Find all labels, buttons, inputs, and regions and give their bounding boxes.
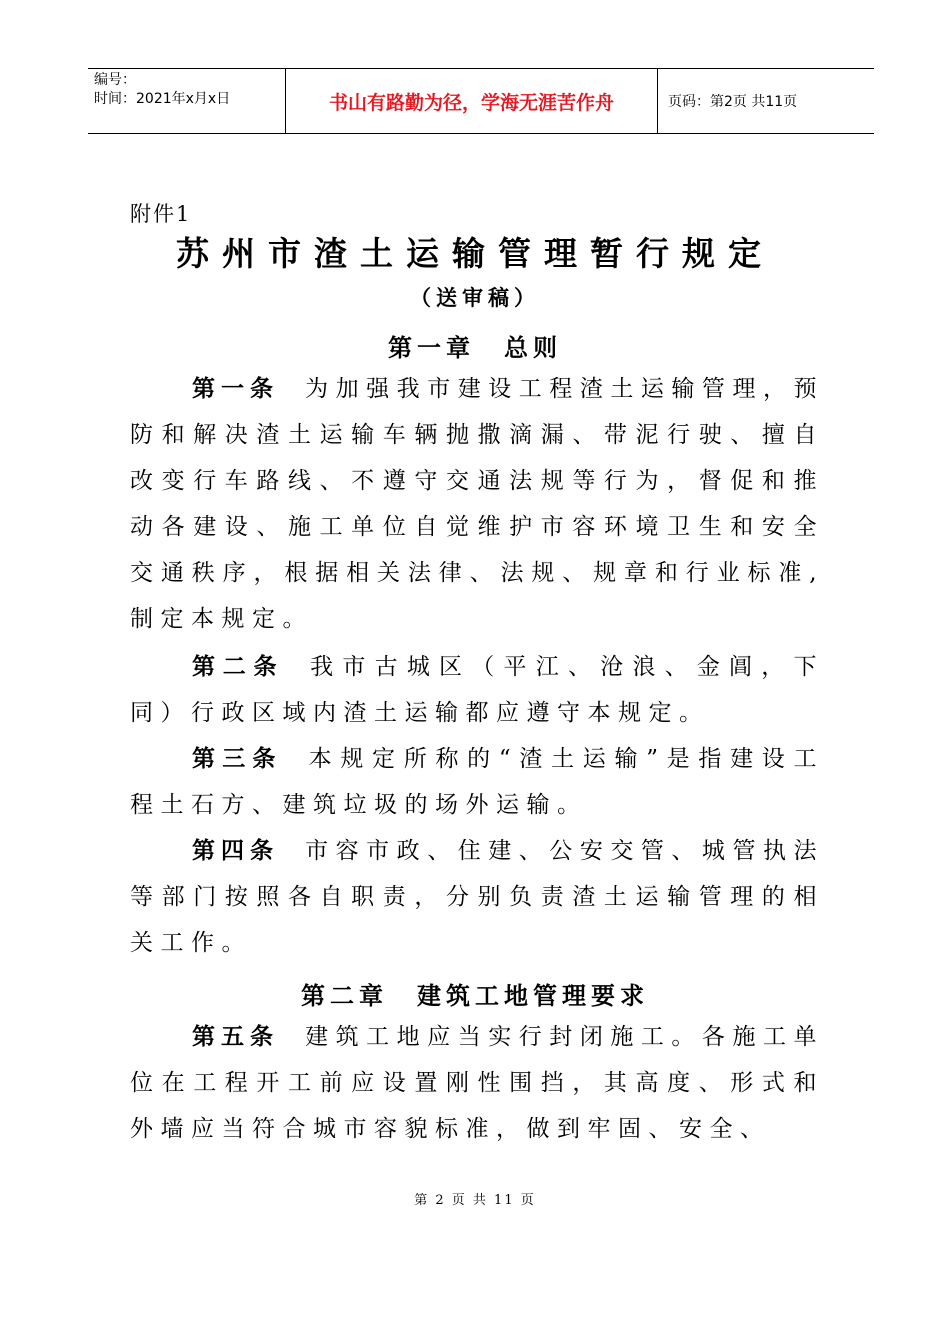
article-5 bbox=[130, 1014, 824, 1152]
chapter-heading-2: 第二章 建筑工地管理要求 bbox=[301, 982, 649, 1010]
article-label: 第一条 bbox=[192, 376, 280, 402]
article-3 bbox=[130, 736, 824, 828]
document-subtitle: （送审稿） bbox=[410, 286, 540, 310]
page-footer: 第 2 页 共 11 页 bbox=[414, 1193, 536, 1208]
chapter-heading-1: 第一章 总则 bbox=[388, 334, 562, 362]
document-title: 苏州市渣土运输管理暂行规定 bbox=[176, 234, 774, 273]
article-text: 市容市政、住建、公安交管、城管执法等部门按照各自职责，分别负责渣土运输管理的相关工作。 bbox=[130, 838, 825, 956]
article-2 bbox=[130, 644, 824, 736]
header-meta bbox=[88, 69, 286, 133]
header-time-label: 时间：2021年x月x日 bbox=[94, 91, 231, 107]
attachment-label: 附件1 bbox=[130, 202, 192, 226]
article-4 bbox=[130, 828, 824, 966]
article-label: 第三条 bbox=[192, 746, 283, 772]
article-1 bbox=[130, 366, 824, 642]
header-number-label: 编号： bbox=[94, 72, 136, 88]
article-label: 第五条 bbox=[192, 1024, 280, 1050]
article-label: 第四条 bbox=[192, 838, 280, 864]
article-text: 本规定所称的“渣土运输”是指建设工程土石方、建筑垃圾的场外运输。 bbox=[130, 746, 824, 818]
header-page-label: 页码：第2页 共11页 bbox=[668, 94, 798, 110]
document-header bbox=[88, 68, 874, 134]
article-text: 建筑工地应当实行封闭施工。各施工单位在工程开工前应设置刚性围挡，其高度、形式和外墙应当符合城市容貌标准，做到牢固、安全、 bbox=[130, 1024, 825, 1142]
article-text: 我市古城区（平江、沧浪、金阊，下同）行政区域内渣土运输都应遵守本规定。 bbox=[130, 654, 825, 726]
article-label: 第二条 bbox=[192, 654, 285, 680]
article-text: 为加强我市建设工程渣土运输管理，预防和解决渣土运输车辆抛撒滴漏、带泥行驶、擅自改变行车路线、不遵守交通法规等行为，督促和推动各建设、施工单位自觉维护市容环境卫生和安全交通秩序，根据相关法律、法规、规章和行业标准,制定本规定。 bbox=[130, 376, 825, 632]
header-motto: 书山有路勤为径，学海无涯苦作舟 bbox=[286, 69, 658, 133]
